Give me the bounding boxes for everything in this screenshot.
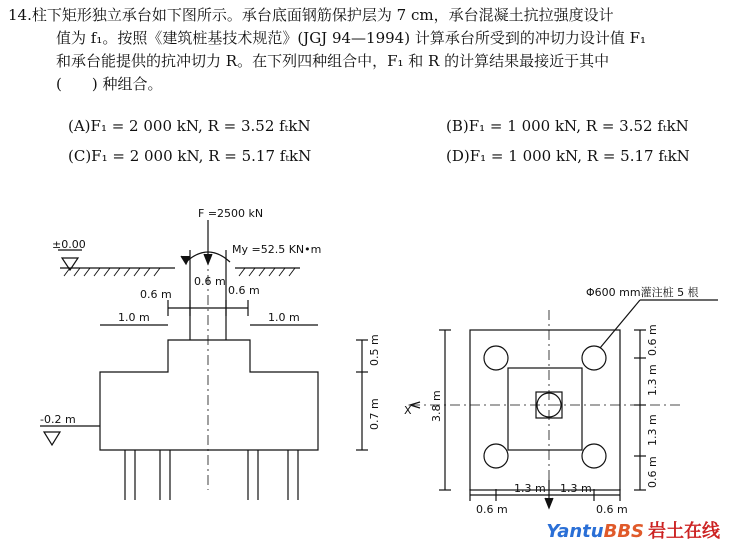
dim-3-8: 3.8 m — [430, 390, 443, 422]
question-line-1: 柱下矩形独立承台如下图所示。承台底面钢筋保护层为 7 cm，承台混凝土抗拉强度设计 — [31, 6, 614, 24]
height-lower-label: 0.7 m — [368, 398, 381, 430]
foundation-diagram — [0, 190, 730, 549]
question-line-2: 值为 f₁。按照《建筑桩基技术规范》(JGJ 94—1994) 计算承台所受到的冲切力设计值 F₁ — [56, 29, 647, 47]
force-label: F =2500 kN — [198, 207, 264, 220]
column-width-label: 0.6 m — [194, 275, 226, 288]
dim-right-06-top: 0.6 m — [646, 324, 659, 356]
right-offset-label: 0.6 m — [228, 284, 260, 297]
x-axis-label: X — [404, 404, 412, 417]
watermark-logo: YantuBBS 岩土在线 — [546, 521, 720, 542]
left-offset-label: 0.6 m — [140, 288, 172, 301]
option-c[interactable]: (C)F₁ = 2 000 kN, R = 5.17 fₜkN — [68, 147, 312, 165]
dim-bottom-13-right: 1.3 m — [560, 482, 592, 495]
dim-bottom-13-left: 1.3 m — [514, 482, 546, 495]
right-step-label: 1.0 m — [268, 311, 300, 324]
question-line-4: ( ) 种组合。 — [56, 75, 163, 93]
dim-right-13-top: 1.3 m — [646, 364, 659, 396]
moment-label: My =52.5 KN•m — [232, 243, 322, 256]
question-line-3: 和承台能提供的抗冲切力 R。在下列四种组合中，F₁ 和 R 的计算结果最接近于其中 — [56, 52, 610, 70]
pile-note: Φ600 mm灌注桩 5 根 — [586, 286, 699, 299]
question-number: 14. — [8, 6, 32, 24]
option-d[interactable]: (D)F₁ = 1 000 kN, R = 5.17 fₜkN — [446, 147, 690, 165]
dim-right-13-bottom: 1.3 m — [646, 414, 659, 446]
dim-bottom-06-left: 0.6 m — [476, 503, 508, 516]
option-a[interactable]: (A)F₁ = 2 000 kN, R = 3.52 fₜkN — [68, 117, 311, 135]
left-step-label: 1.0 m — [118, 311, 150, 324]
dim-bottom-06-right: 0.6 m — [596, 503, 628, 516]
height-upper-label: 0.5 m — [368, 334, 381, 366]
ground-elevation: ±0.00 — [52, 238, 86, 251]
option-b[interactable]: (B)F₁ = 1 000 kN, R = 3.52 fₜkN — [446, 117, 689, 135]
dim-right-06-bottom: 0.6 m — [646, 456, 659, 488]
bottom-elevation: -0.2 m — [40, 413, 76, 426]
question-text — [8, 4, 724, 96]
